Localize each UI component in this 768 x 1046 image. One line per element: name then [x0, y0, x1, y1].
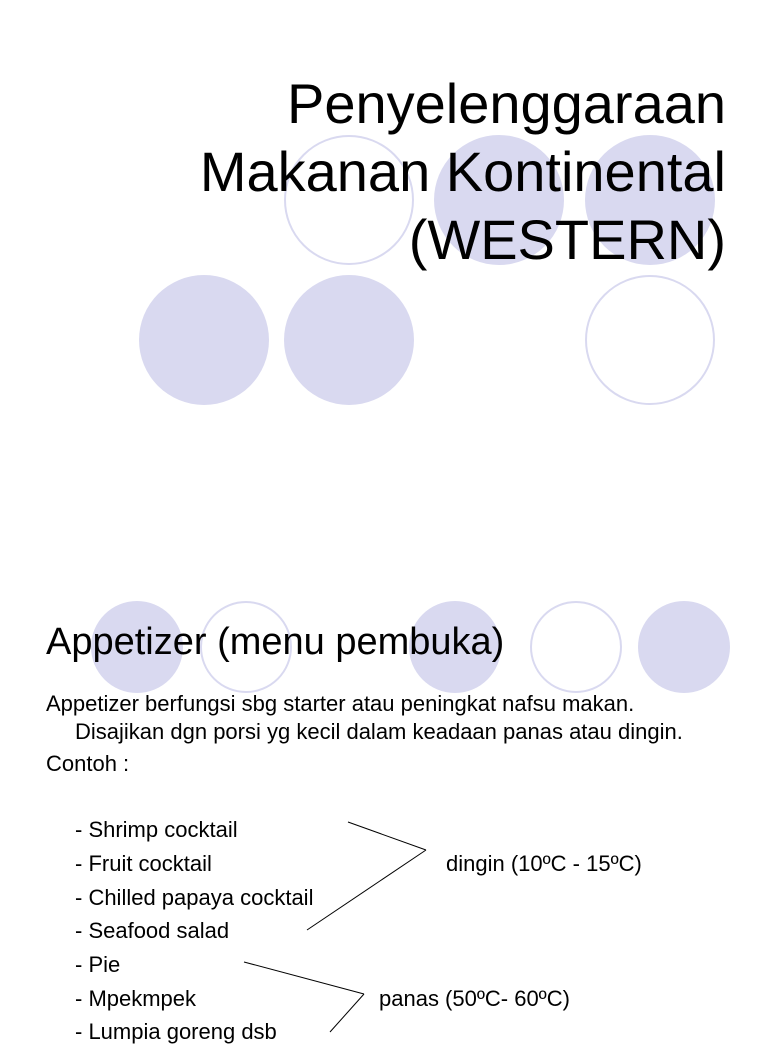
slide-title: Appetizer (menu pembuka) [46, 621, 505, 663]
bracket-line [348, 822, 426, 850]
list-item: - Mpekmpek [75, 986, 197, 1011]
list-item: - Pie [75, 952, 121, 977]
list-item: - Fruit cocktail [75, 851, 212, 876]
bracket-lines [0, 512, 768, 1024]
cold-temperature-label: dingin (10ºC - 15ºC) [446, 851, 642, 876]
bracket-line [244, 962, 364, 994]
slide-title [200, 70, 726, 274]
description-paragraph: Appetizer berfungsi sbg starter atau peningkat nafsu makan. Disajikan dgn porsi yg kecil dalam keadaan panas atau dingin. [46, 691, 683, 744]
slide-title-line: (WESTERN) [408, 208, 726, 271]
list-item: - Seafood salad [75, 918, 230, 943]
hot-temperature-label: panas (50ºC- 60ºC) [379, 986, 570, 1011]
bracket-line [330, 994, 364, 1032]
bracket-line [307, 850, 426, 930]
content-slide [0, 512, 768, 1044]
decorative-circle [585, 275, 715, 405]
decorative-circle [284, 275, 414, 405]
list-item: - Chilled papaya cocktail [75, 885, 314, 910]
slide-title-line: Makanan Kontinental [199, 140, 726, 203]
examples-label: Contoh : [46, 751, 130, 776]
title-slide [0, 0, 768, 512]
decorative-circle [139, 275, 269, 405]
list-item: - Shrimp cocktail [75, 817, 238, 842]
list-item: - Lumpia goreng dsb [75, 1019, 277, 1044]
slide-title-line: Penyelenggaraan [286, 72, 726, 135]
